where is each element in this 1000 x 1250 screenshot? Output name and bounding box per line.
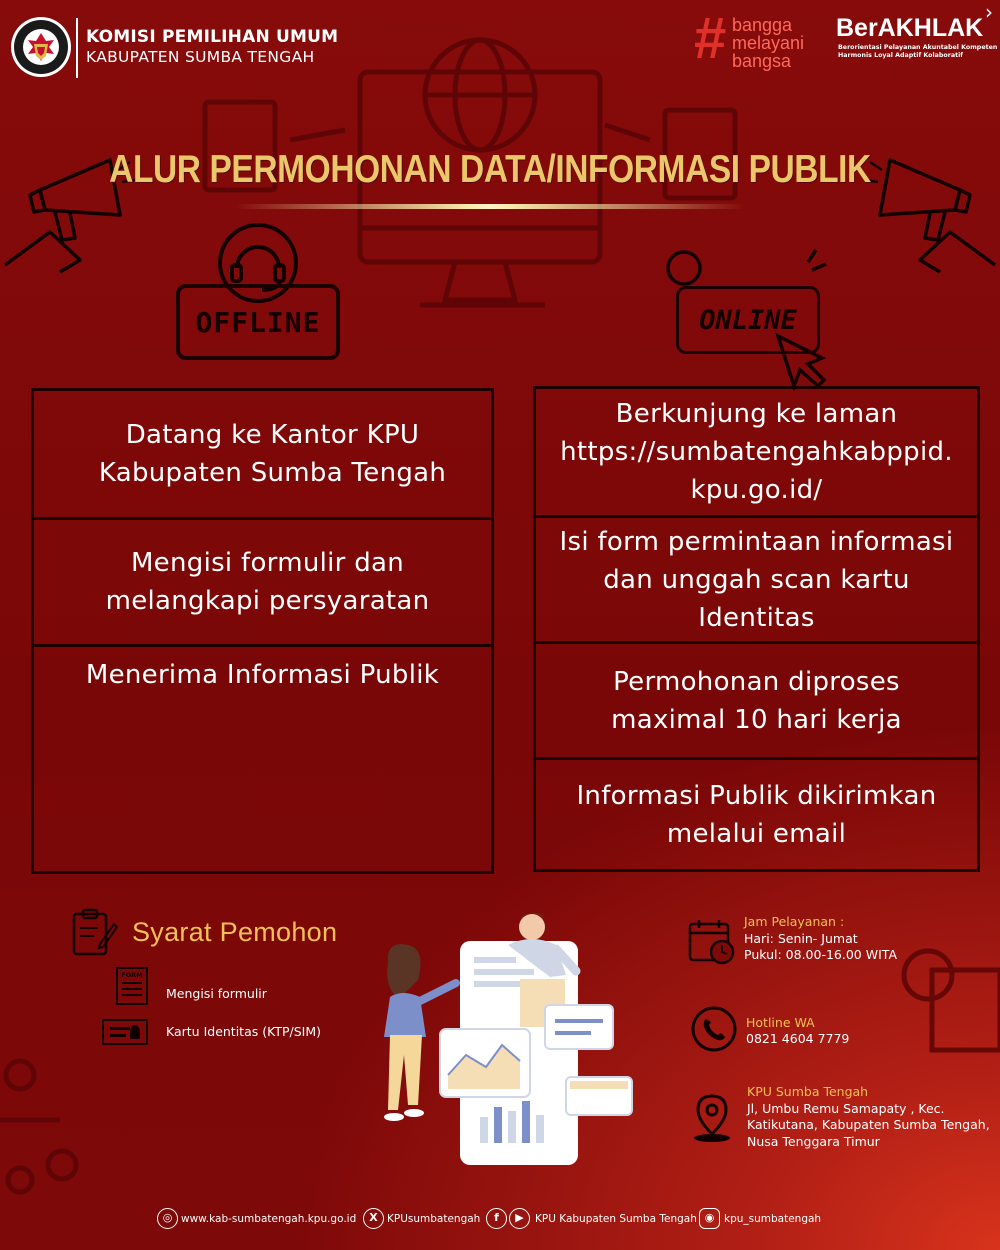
whatsapp-icon [690, 1005, 738, 1057]
org-subtitle: KABUPATEN SUMBA TENGAH [86, 48, 315, 66]
hash-icon: # [694, 6, 727, 71]
online-step: Informasi Publik dikirimkan melalui email [576, 780, 937, 849]
online-step: Berkunjung ke laman https://sumbatengahkabppid. kpu.go.id/ [560, 399, 953, 505]
berakhlak-tagline: Berorientasi Pelayanan Akuntabel Kompeten Harmonis Loyal Adaptif Kolaboratif [838, 44, 998, 60]
offline-step: Mengisi formulir dan melangkapi persyaratan [105, 548, 430, 616]
hours-time: Pukul: 08.00-16.00 WITA [744, 947, 897, 962]
footer-facebook-youtube[interactable]: KPU Kabupaten Sumba Tengah [535, 1213, 697, 1225]
requirement-item: Kartu Identitas (KTP/SIM) [166, 1024, 321, 1039]
online-step: Permohonan diproses maximal 10 hari kerja [611, 666, 902, 735]
office-title: KPU Sumba Tengah [747, 1084, 869, 1099]
office-address: Katikutana, Kabupaten Sumba Tengah, [747, 1117, 990, 1132]
hours-title: Jam Pelayanan : [744, 914, 845, 929]
office-address: Nusa Tenggara Timur [747, 1134, 880, 1149]
footer-x-handle[interactable]: KPUsumbatengah [387, 1213, 481, 1225]
campaign-word: melayani [732, 33, 805, 53]
instagram-icon: ◉ [699, 1208, 720, 1229]
hotline-number[interactable]: 0821 4604 7779 [746, 1031, 850, 1046]
requirement-item: Mengisi formulir [166, 986, 267, 1001]
requirements-title: Syarat Pemohon [132, 917, 338, 947]
location-pin-icon [690, 1092, 734, 1148]
offline-step: Datang ke Kantor KPU Kabupaten Sumba Tengah [98, 420, 447, 488]
offline-steps-table [31, 388, 494, 874]
x-icon: X [363, 1208, 384, 1229]
online-step: Isi form permintaan informasi dan unggah scan kartu Identitas [559, 526, 954, 633]
title-underline [235, 204, 745, 209]
id-card-icon [102, 1019, 148, 1045]
page-title: ALUR PERMOHONAN DATA/INFORMASI PUBLIK [109, 148, 871, 191]
online-badge [676, 286, 820, 354]
globe-icon: ◎ [157, 1208, 178, 1229]
hours-days: Hari: Senin- Jumat [744, 931, 858, 946]
offline-badge [176, 284, 340, 360]
calendar-clock-icon [688, 918, 738, 970]
footer-website[interactable]: www.kab-sumbatengah.kpu.go.id [181, 1213, 357, 1225]
facebook-icon: f [486, 1208, 507, 1229]
hotline-title: Hotline WA [746, 1015, 815, 1030]
online-label: ONLINE [699, 305, 797, 336]
offline-step: Menerima Informasi Publik [85, 660, 440, 690]
footer-instagram[interactable]: kpu_sumbatengah [724, 1213, 822, 1225]
office-address: Jl, Umbu Remu Samapaty , Kec. [747, 1101, 945, 1116]
clipboard-icon [70, 908, 118, 962]
campaign-word: bangsa [732, 51, 792, 71]
offline-label: OFFLINE [195, 306, 321, 339]
youtube-icon: ▶ [509, 1208, 530, 1229]
online-steps-table [533, 386, 980, 872]
data-review-illustration [370, 905, 640, 1175]
org-title: KOMISI PEMILIHAN UMUM [86, 27, 339, 47]
chevron-right-icon[interactable]: › [985, 0, 993, 24]
berakhlak-logo: BerAKHLAK [836, 14, 984, 42]
form-icon: FORM [116, 967, 148, 1005]
campaign-word: bangga [732, 15, 793, 35]
